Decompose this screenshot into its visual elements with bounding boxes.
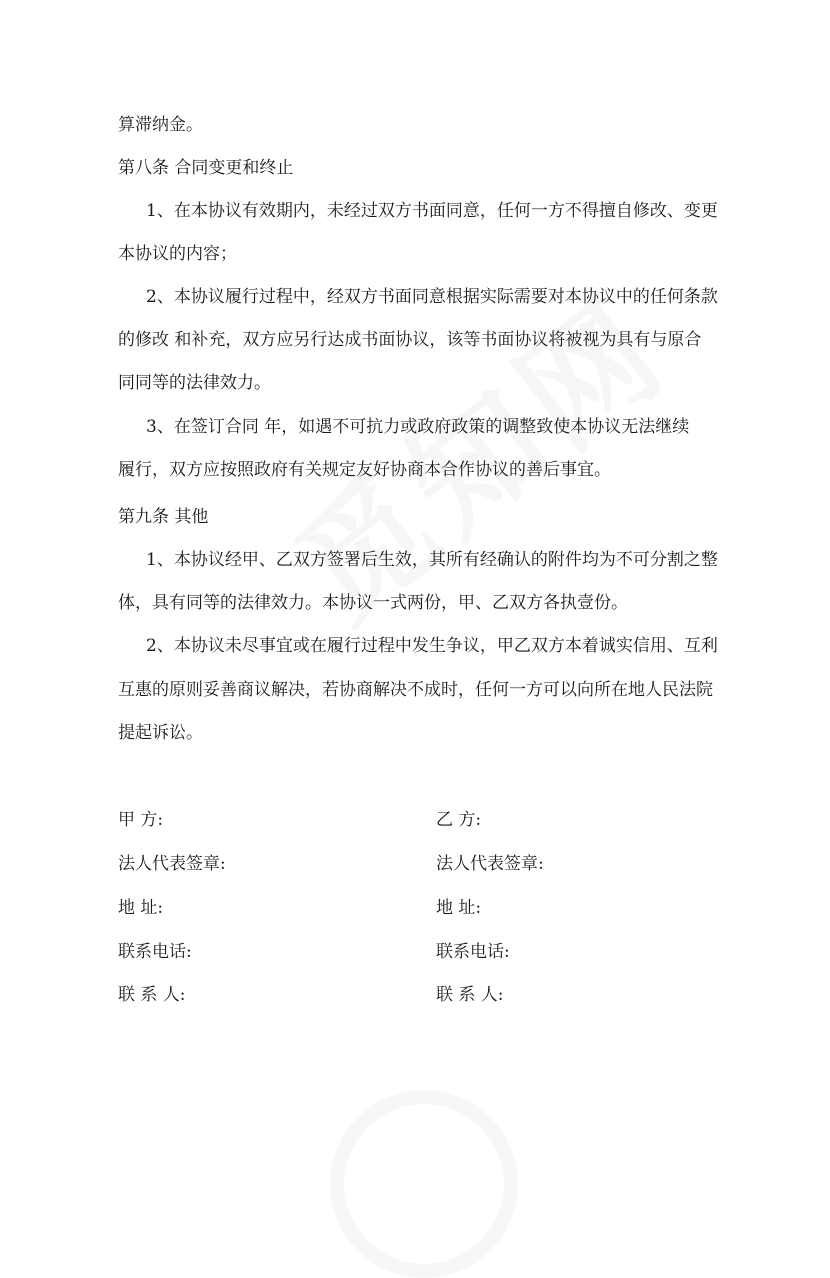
party-b-rep-label: 法人代表签章: [436, 854, 544, 874]
article-9-title: 第九条 其他 [118, 507, 209, 527]
article-8-clause-3-cont: 履行，双方应按照政府有关规定友好协商本合作协议的善后事宜。 [118, 460, 611, 480]
article-9-clause-2-cont: 提起诉讼。 [118, 723, 203, 743]
article-9-clause-2: 2、本协议未尽事宜或在履行过程中发生争议，甲乙双方本着诚实信用、互利 [146, 636, 718, 656]
article-8-clause-2-cont: 同同等的法律效力。 [118, 373, 271, 393]
text-line: 算滞纳金。 [118, 115, 203, 135]
party-a-label: 甲 方: [118, 810, 164, 830]
party-a-rep-label: 法人代表签章: [118, 854, 226, 874]
article-9-clause-1-cont: 体，具有同等的法律效力。本协议一式两份，甲、乙双方各执壹份。 [118, 593, 628, 613]
party-b-phone-label: 联系电话: [436, 942, 510, 962]
article-9-clause-2-cont: 互惠的原则妥善商议解决，若协商解决不成时，任何一方可以向所在地人民法院 [118, 680, 713, 700]
article-8-clause-2-cont: 的修改 和补充，双方应另行达成书面协议，该等书面协议将被视为具有与原合 [118, 330, 702, 350]
party-a-phone-label: 联系电话: [118, 942, 192, 962]
party-a-address-label: 地 址: [118, 898, 164, 918]
watermark-ring [330, 1090, 518, 1278]
article-8-clause-3: 3、在签订合同 年，如遇不可抗力或政府政策的调整致使本协议无法继续 [146, 417, 690, 437]
party-b-address-label: 地 址: [436, 898, 482, 918]
article-9-clause-1: 1、本协议经甲、乙双方签署后生效，其所有经确认的附件均为不可分割之整 [146, 550, 718, 570]
article-8-clause-1-cont: 本协议的内容； [118, 244, 237, 264]
party-b-label: 乙 方: [436, 810, 482, 830]
article-8-title: 第八条 合同变更和终止 [118, 158, 294, 178]
party-a-contact-label: 联 系 人: [118, 985, 186, 1005]
article-8-clause-1: 1、在本协议有效期内，未经过双方书面同意，任何一方不得擅自修改、变更 [146, 201, 718, 221]
article-8-clause-2: 2、本协议履行过程中，经双方书面同意根据实际需要对本协议中的任何条款 [146, 287, 718, 307]
party-b-contact-label: 联 系 人: [436, 985, 504, 1005]
